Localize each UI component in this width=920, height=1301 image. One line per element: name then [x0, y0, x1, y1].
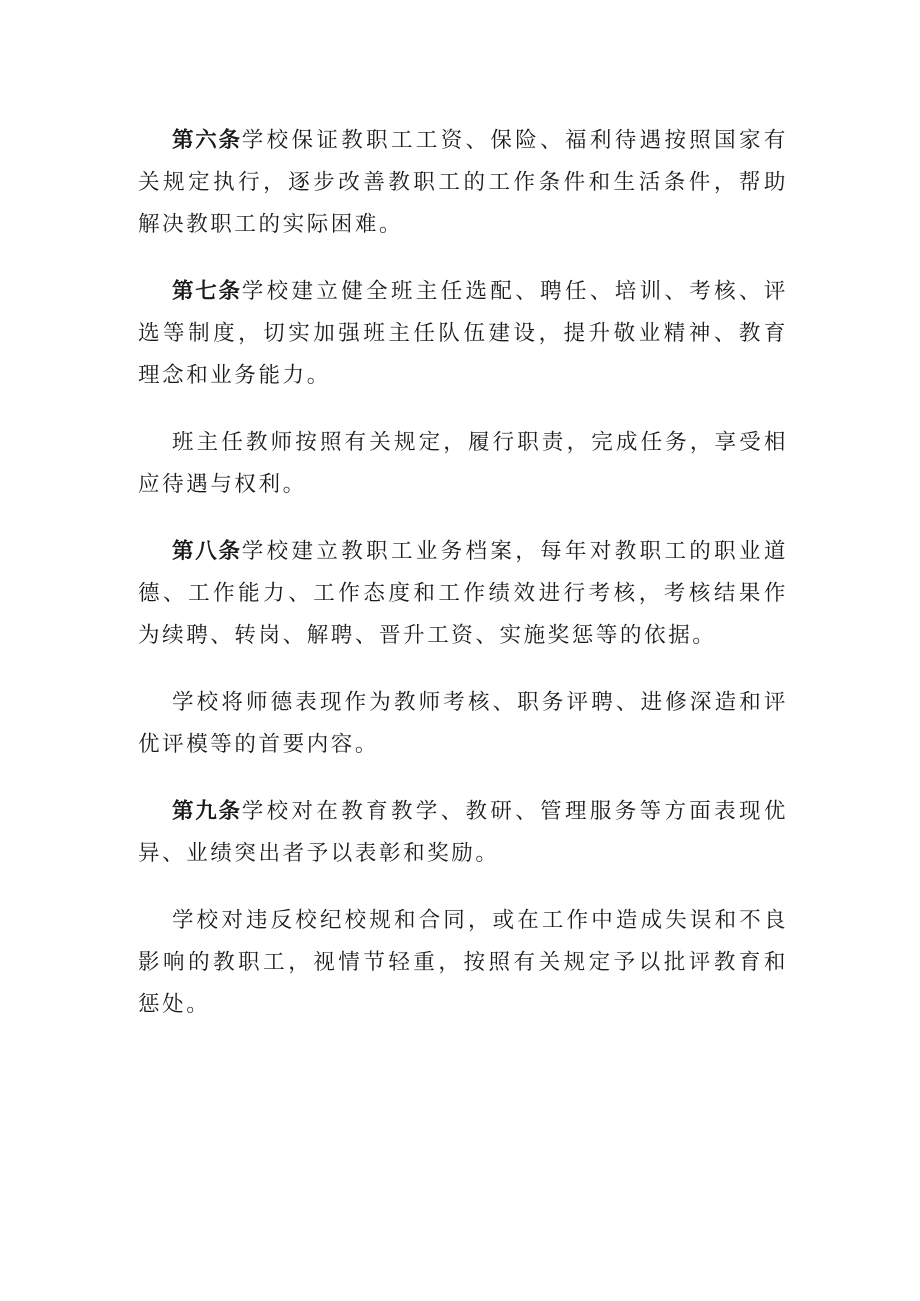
paragraph-article-9 — [138, 791, 788, 875]
article-number: 第七条 — [172, 279, 242, 304]
article-number: 第九条 — [172, 799, 242, 824]
paragraph-discipline — [138, 900, 788, 1026]
paragraph-text: 学校将师德表现作为教师考核、职务评聘、进修深造和评优评模等的首要内容。 — [138, 690, 788, 757]
paragraph-article-7 — [138, 271, 788, 397]
paragraph-text: 学校建立健全班主任选配、聘任、培训、考核、评选等制度，切实加强班主任队伍建设，提升敬业精神、教育理念和业务能力。 — [138, 279, 788, 388]
paragraph-text: 学校对违反校纪校规和合同，或在工作中造成失误和不良影响的教职工，视情节轻重，按照有关规定予以批评教育和惩处。 — [138, 908, 788, 1017]
paragraph-text: 学校对在教育教学、教研、管理服务等方面表现优异、业绩突出者予以表彰和奖励。 — [138, 799, 788, 866]
article-number: 第八条 — [172, 539, 242, 564]
paragraph-text: 学校保证教职工工资、保险、福利待遇按照国家有关规定执行，逐步改善教职工的工作条件和生活条件，帮助解决教职工的实际困难。 — [138, 128, 788, 237]
article-number: 第六条 — [172, 128, 242, 153]
document-body — [138, 120, 788, 1051]
paragraph-text: 班主任教师按照有关规定，履行职责，完成任务，享受相应待遇与权利。 — [138, 430, 788, 497]
paragraph-article-6 — [138, 120, 788, 246]
paragraph-head-teacher-duties — [138, 422, 788, 506]
paragraph-article-8 — [138, 531, 788, 657]
paragraph-teacher-ethics — [138, 682, 788, 766]
paragraph-text: 学校建立教职工业务档案，每年对教职工的职业道德、工作能力、工作态度和工作绩效进行考核，考核结果作为续聘、转岗、解聘、晋升工资、实施奖惩等的依据。 — [138, 539, 788, 648]
